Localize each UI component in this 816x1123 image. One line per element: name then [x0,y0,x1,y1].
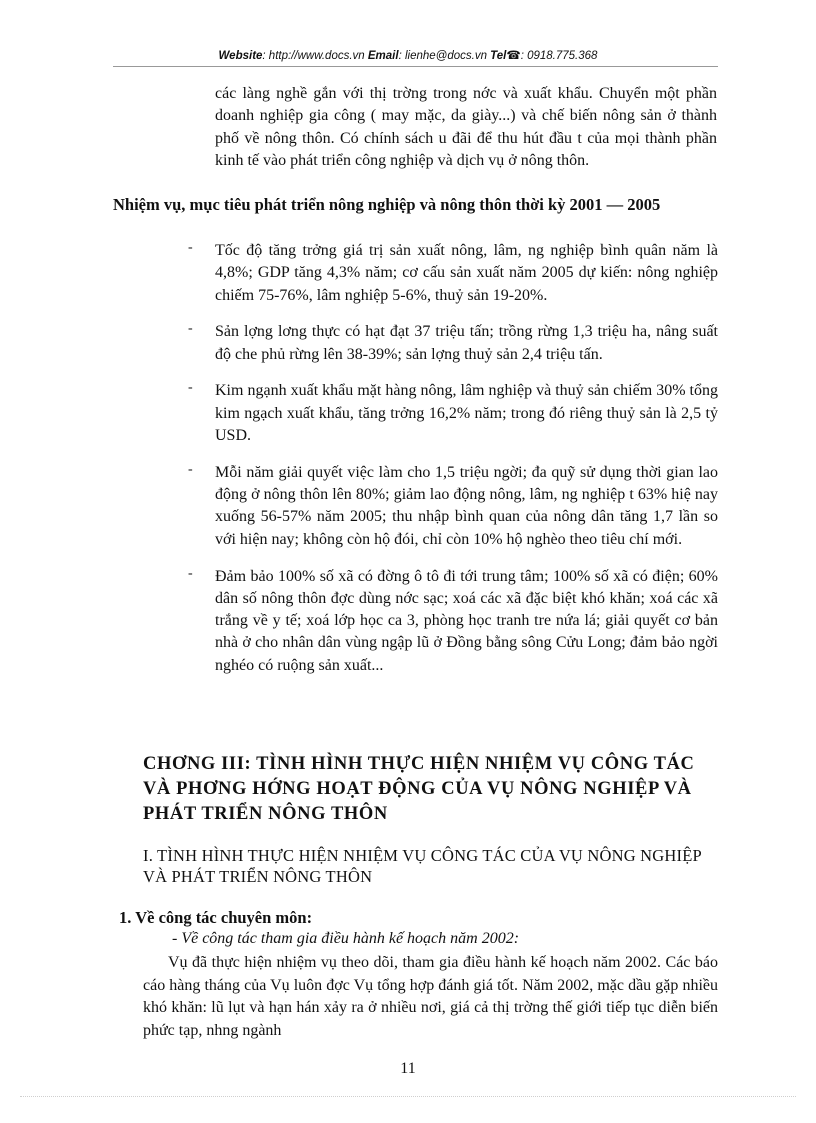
header-divider [113,66,718,67]
tel-label: Tel [490,50,507,62]
chapter-title: CHƠNG III: TÌNH HÌNH THỰC HIỆN NHIỆM VỤ CÔNG TÁC VÀ PHƠNG HỚNG HOẠT ĐỘNG CỦA VỤ NÔNG NGHIỆP VÀ PHÁT TRIỂN NÔNG THÔN [143,754,695,824]
sub-heading: 1. Về công tác chuyên môn: [119,908,313,927]
list-item [188,380,718,447]
phone-icon: ☎ [506,50,521,62]
list-item [188,240,718,307]
page-header [0,48,816,62]
bullet-marker: - [188,240,193,255]
list-item [188,462,718,551]
objectives-list [188,240,718,692]
sub-heading-italic: - Về công tác tham gia điều hành kế hoạch năm 2002: [172,930,520,947]
intro-paragraph: các làng nghề gắn với thị trờng trong nớc và xuất khẩu. Chuyển một phần doanh nghiệp gia công ( may mặc, da giày...) và chế biến nông sản ở thành phố về nông thôn. Có chính sách u đãi để thu hút đầu t của mọi thành phần kinh tế vào phát triển công nghiệp và dịch vụ ở nông thôn. [215,85,717,169]
list-item [188,321,718,366]
tel-value: : 0918.775.368 [520,50,598,62]
list-item-text: Tốc độ tăng trởng giá trị sản xuất nông, lâm, ng nghiệp bình quân năm là 4,8%; GDP tăng 4,3% năm; cơ cấu sản xuất năm 2005 dự kiến: nông nghiệp chiếm 75-76%, lâm nghiệp 5-6%, thuỷ sản 19-20%. [215,242,718,304]
list-item-text: Mỗi năm giải quyết việc làm cho 1,5 triệu ngời; đa quỹ sử dụng thời gian lao động ở nông thôn lên 80%; giảm lao động nông, lâm, ng nghiệp t 63% hiệ nay xuống 56-57% năm 2005; thu nhập bình quan của nông dân tăng 1,7 lần so với hiện nay; không còn hộ đói, chỉ còn 10% hộ nghèo theo tiêu chí mới. [215,463,718,548]
email-value: : lienhe@docs.vn [398,50,487,62]
bullet-marker: - [188,380,193,396]
email-label: Email [367,50,399,62]
website-label: Website [218,50,263,62]
section-title: I. TÌNH HÌNH THỰC HIỆN NHIỆM VỤ CÔNG TÁC CỦA VỤ NÔNG NGHIỆP VÀ PHÁT TRIỂN NÔNG THÔN [143,846,702,886]
footer-divider [20,1096,796,1097]
list-item [188,566,718,677]
website-value: : http://www.docs.vn [262,50,365,62]
bullet-marker: - [188,321,193,337]
page-number: 11 [400,1060,416,1077]
bullet-marker: - [188,461,193,477]
bullet-marker: - [188,565,193,581]
list-item-text: Sản lợng lơng thực có hạt đạt 37 triệu tấn; trồng rừng 1,3 triệu ha, nâng suất độ che phủ rừng lên 38-39%; sản lợng thuỷ sản 2,4 triệu tấn. [215,323,718,363]
list-item-text: Kim ngạnh xuất khẩu mặt hàng nông, lâm nghiệp và thuỷ sản chiếm 30% tổng kim ngạch xuất khẩu, tăng trởng 16,2% năm; trong đó riêng thuỷ sản là 2,5 tỷ USD. [215,382,718,445]
body-paragraph: Vụ đã thực hiện nhiệm vụ theo dõi, tham gia điều hành kế hoạch năm 2002. Các báo cáo hàng tháng của Vụ luôn đợc Vụ tổng hợp đánh giá tốt. Năm 2002, mặc dầu gặp nhiều khó khăn: lũ lụt và hạn hán xảy ra ở nhiều nơi, giá cả thị trờng thế giới tiếp tục diễn biến phức tạp, nhng ngành [143,954,718,1039]
task-heading: Nhiệm vụ, mục tiêu phát triển nông nghiệp và nông thôn thời kỳ 2001 — 2005 [113,195,661,214]
list-item-text: Đảm bảo 100% số xã có đờng ô tô đi tới trung tâm; 100% số xã có điện; 60% dân số nông thôn đợc dùng nớc sạc; xoá các xã đặc biệt khó khăn; xoá các xã trắng về y tế; xoá lớp học ca 3, phòng học tranh tre nứa lá; giải quyết cơ bản nhà ở cho nhân dân vùng ngập lũ ở Đồng bằng sông Cửu Long; đảm bảo ngời nghéo có ruộng sản xuất... [215,567,718,674]
